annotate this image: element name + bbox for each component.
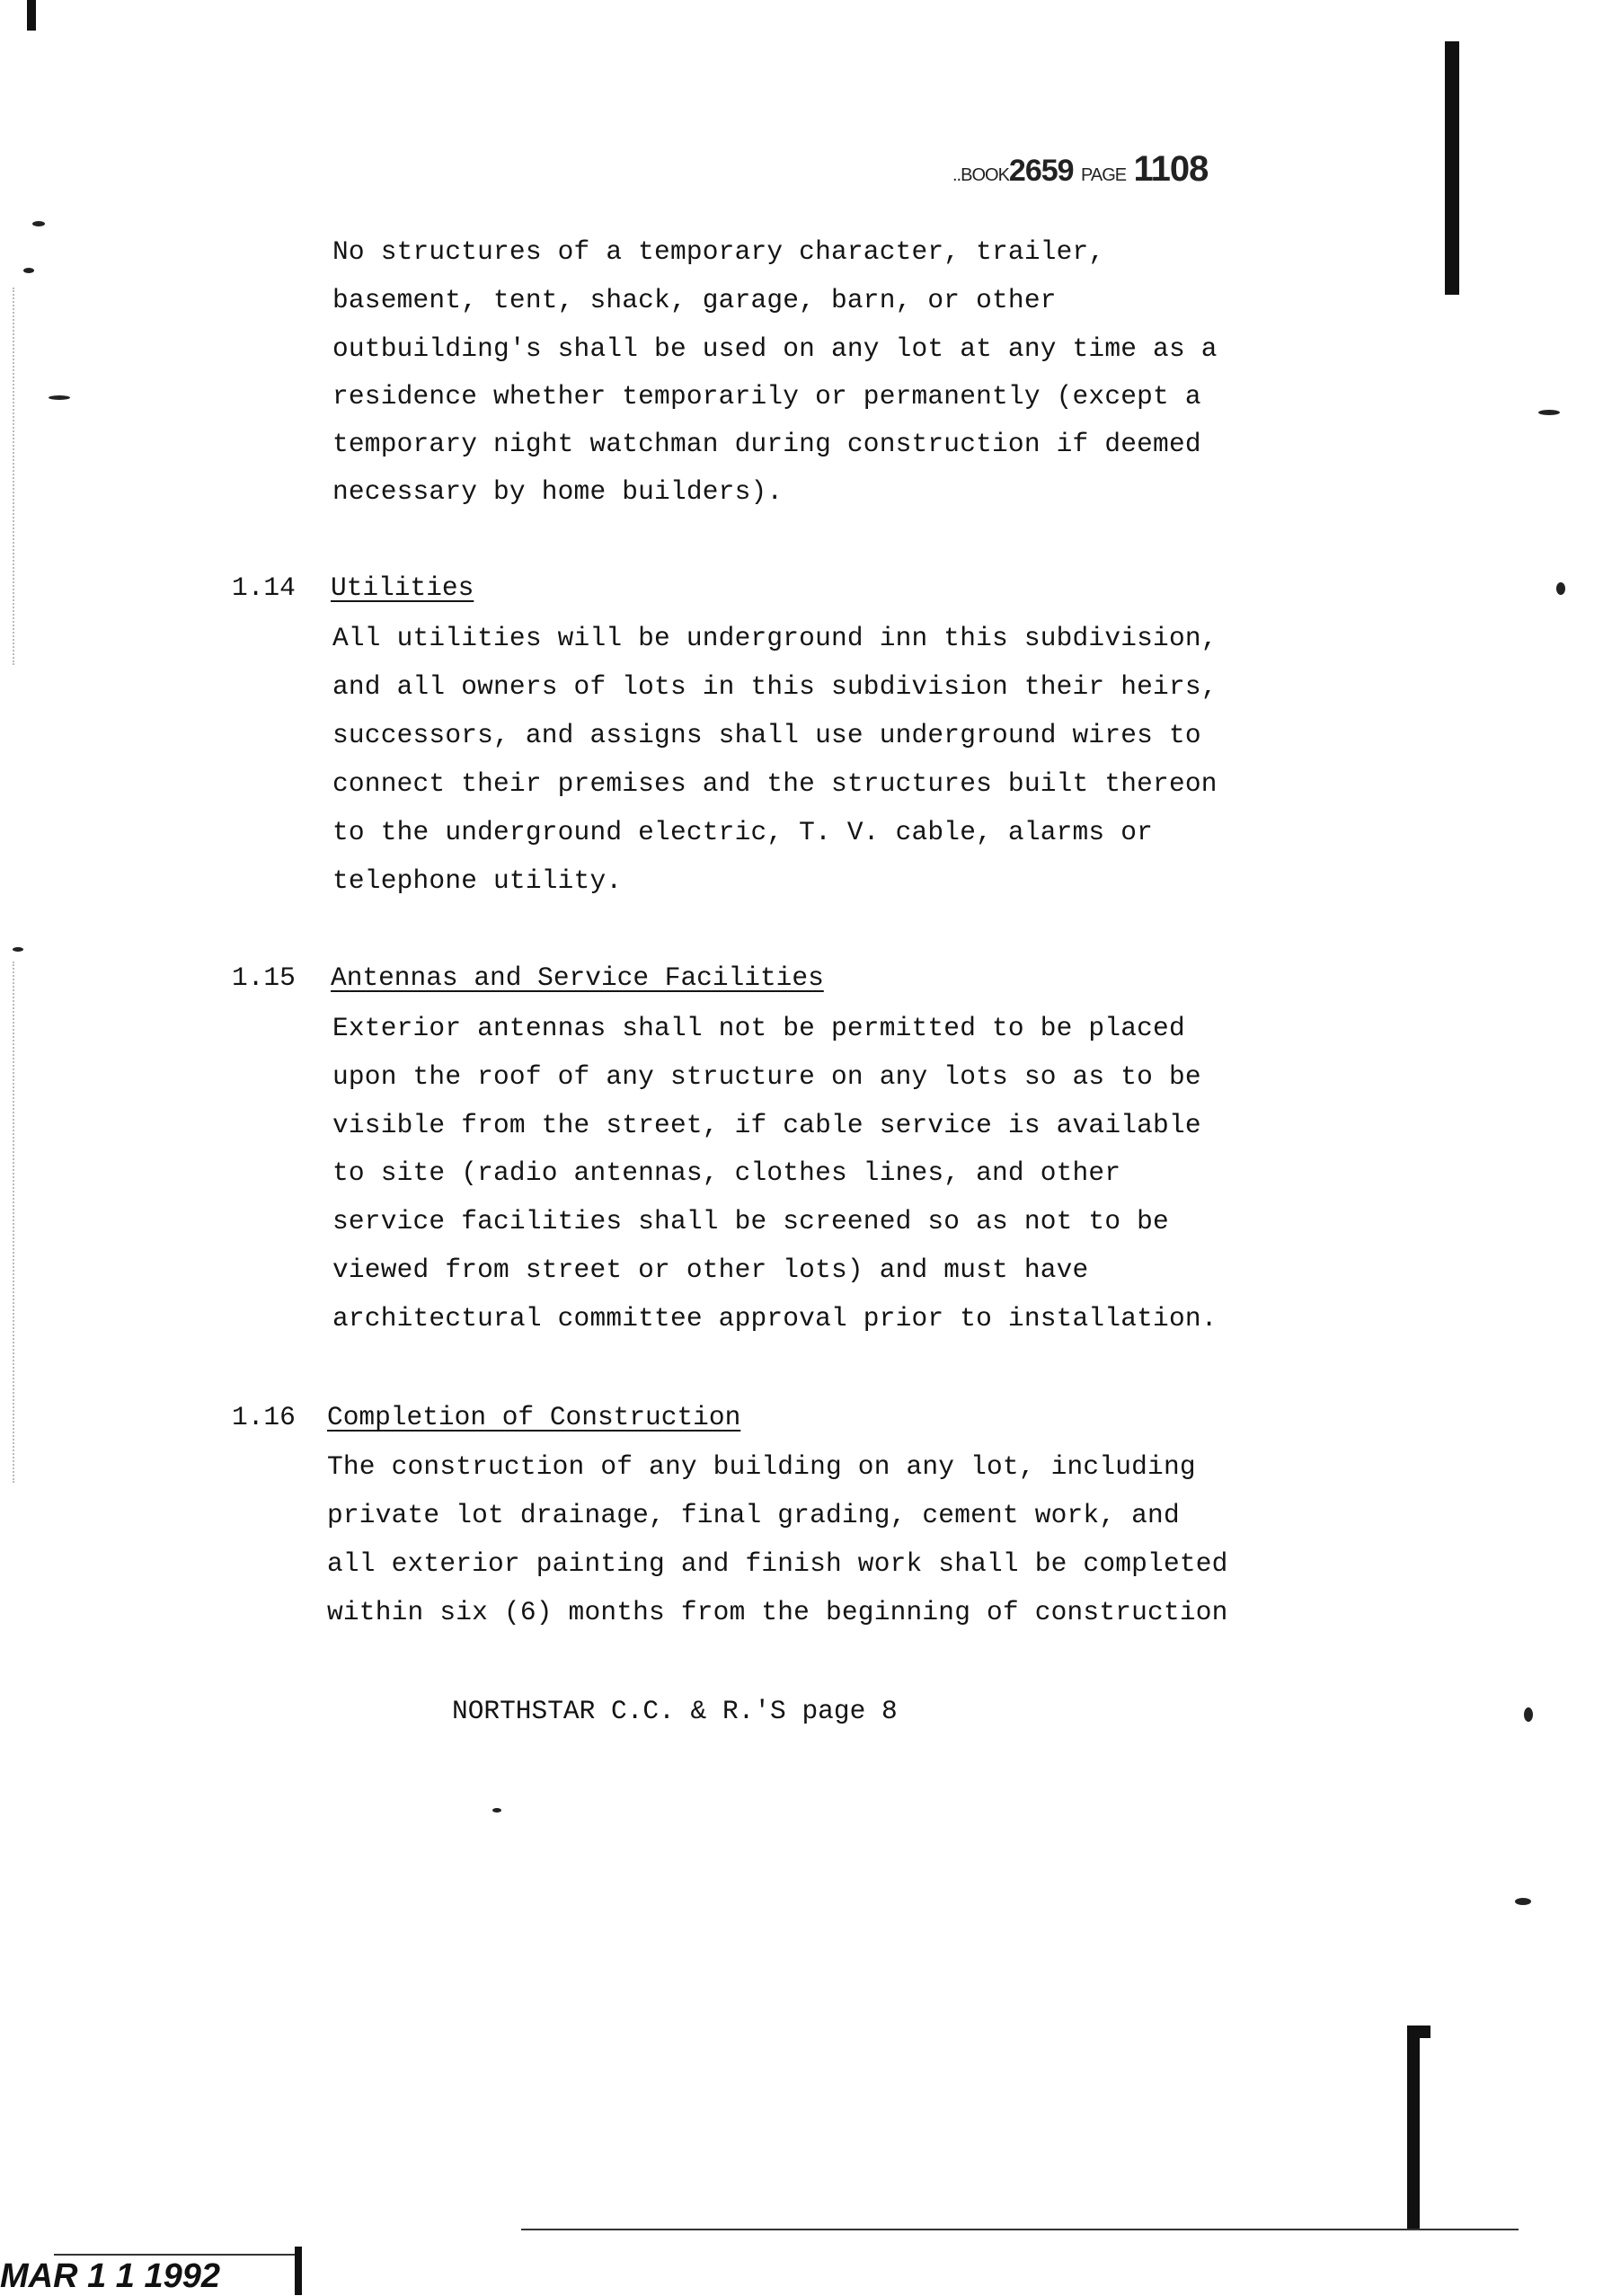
stamp-book-number: 2659 [1008, 154, 1074, 188]
text-line: service facilities shall be screened so as not to be [332, 1206, 1169, 1237]
text-line: visible from the street, if cable service is available [332, 1110, 1201, 1140]
stamp-page-number: 1108 [1133, 149, 1209, 189]
section-number: 1.15 [232, 962, 296, 993]
scan-rule-bottom [521, 2229, 1519, 2230]
scan-bar-bottom-left [295, 2247, 302, 2295]
text-line: successors, and assigns shall use underground wires to [332, 720, 1201, 750]
section-heading: Antennas and Service Facilities [331, 962, 824, 993]
stamp-page-label: PAGE [1081, 165, 1127, 185]
scan-speck [1515, 1898, 1531, 1905]
text-line: viewed from street or other lots) and must have [332, 1254, 1089, 1285]
text-line: necessary by home builders). [332, 476, 784, 507]
scan-bar-bottom-right [1407, 2026, 1420, 2230]
scan-speck [1524, 1707, 1533, 1722]
scan-speck [32, 221, 45, 226]
scan-bar-top-right [1445, 41, 1459, 295]
scan-dots-left-margin [13, 962, 14, 1483]
text-line: outbuilding's shall be used on any lot at any time as a [332, 333, 1218, 364]
text-line: within six (6) months from the beginning of construction [327, 1597, 1228, 1627]
scan-speck [1556, 582, 1565, 595]
scan-speck [492, 1808, 501, 1813]
text-line: telephone utility. [332, 865, 623, 896]
text-line: All utilities will be underground inn this subdivision, [332, 623, 1218, 653]
scan-speck [23, 268, 34, 273]
text-line: private lot drainage, final grading, cement work, and [327, 1500, 1180, 1530]
scan-speck [13, 947, 23, 952]
scan-dots-left-margin-upper [13, 288, 14, 665]
text-line: architectural committee approval prior to installation. [332, 1303, 1218, 1334]
scan-bar-bottom-right-hook [1407, 2026, 1430, 2038]
text-line: No structures of a temporary character, trailer, [332, 236, 1105, 267]
text-line: residence whether temporarily or permanently (except a [332, 381, 1201, 412]
scan-mark-top-left [27, 0, 36, 31]
recording-stamp [952, 149, 1208, 190]
text-line: The construction of any building on any lot, including [327, 1451, 1196, 1482]
text-line: connect their premises and the structures built thereon [332, 768, 1218, 799]
text-line: Exterior antennas shall not be permitted to be placed [332, 1013, 1185, 1043]
date-stamp: MAR 1 1 1992 [0, 2257, 221, 2295]
page-footer: NORTHSTAR C.C. & R.'S page 8 [452, 1696, 898, 1726]
text-line: basement, tent, shack, garage, barn, or other [332, 285, 1057, 315]
stamp-book-label: ..BOOK [952, 165, 1009, 185]
text-line: upon the roof of any structure on any lots so as to be [332, 1061, 1201, 1092]
text-line: to the underground electric, T. V. cable, alarms or [332, 817, 1154, 847]
scan-rule-bottom-left [54, 2254, 297, 2256]
text-line: and all owners of lots in this subdivision their heirs, [332, 671, 1218, 702]
text-line: to site (radio antennas, clothes lines, and other [332, 1157, 1121, 1188]
section-number: 1.16 [232, 1402, 296, 1432]
section-heading: Utilities [331, 572, 474, 603]
text-line: temporary night watchman during construction if deemed [332, 429, 1201, 459]
text-line: all exterior painting and finish work shall be completed [327, 1548, 1228, 1579]
section-heading: Completion of Construction [327, 1402, 741, 1432]
scan-speck [49, 395, 70, 400]
section-number: 1.14 [232, 572, 296, 603]
scan-speck [1538, 410, 1560, 415]
